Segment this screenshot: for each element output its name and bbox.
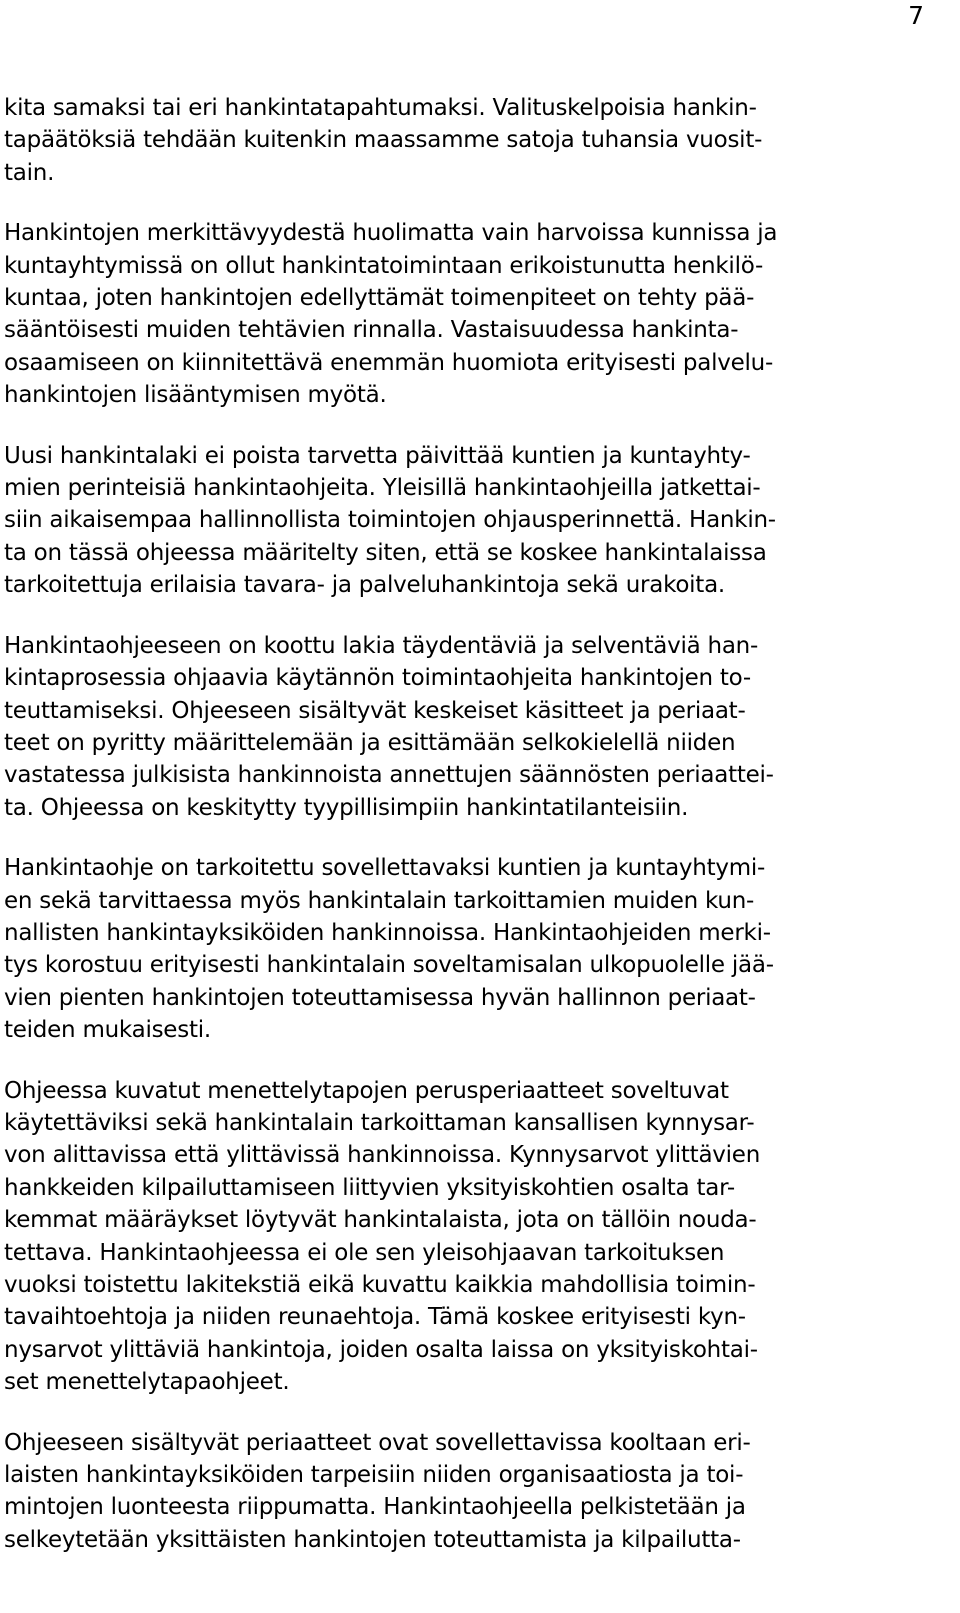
text-line: tettava. Hankintaohjeessa ei ole sen yleisohjaavan tarkoituksen (4, 1239, 725, 1266)
text-line: teiden mukaisesti. (4, 1017, 211, 1044)
text-line: en sekä tarvittaessa myös hankintalain tarkoittamien muiden kun- (4, 887, 755, 914)
text-line: kuntayhtymissä on ollut hankintatoimintaan erikoistunutta henkilö- (4, 252, 764, 279)
paragraph-3 (4, 440, 942, 602)
text-line: osaamiseen on kiinnitettävä enemmän huomiota erityisesti palvelu- (4, 349, 774, 376)
text-line: kemmat määräykset löytyvät hankintalaista, jota on tällöin nouda- (4, 1207, 757, 1234)
paragraph-4 (4, 630, 942, 824)
text-line: Ohjeessa kuvatut menettelytapojen perusperiaatteet soveltuvat (4, 1077, 729, 1104)
text-line: von alittavissa että ylittävissä hankinnoissa. Kynnysarvot ylittävien (4, 1142, 761, 1169)
text-line: set menettelytapaohjeet. (4, 1369, 290, 1396)
text-line: hankintojen lisääntymisen myötä. (4, 382, 387, 409)
text-line: siin aikaisempaa hallinnollista toimintojen ohjausperinnettä. Hankin- (4, 507, 776, 534)
paragraph-7 (4, 1427, 942, 1557)
text-line: teuttamiseksi. Ohjeeseen sisältyvät keskeiset käsitteet ja periaat- (4, 697, 746, 724)
paragraph-6 (4, 1075, 942, 1399)
paragraph-2 (4, 217, 942, 411)
text-line: ta on tässä ohjeessa määritelty siten, että se koskee hankintalaissa (4, 539, 767, 566)
text-line: tarkoitettuja erilaisia tavara- ja palveluhankintoja sekä urakoita. (4, 572, 725, 599)
text-line: selkeytetään yksittäisten hankintojen toteuttamista ja kilpailutta- (4, 1526, 741, 1553)
document-body (4, 92, 942, 1584)
text-line: laisten hankintayksiköiden tarpeisiin niiden organisaatiosta ja toi- (4, 1462, 744, 1489)
page-number: 7 (908, 1, 924, 30)
text-line: kita samaksi tai eri hankintatapahtumaksi. Valituskelpoisia hankin- (4, 95, 757, 121)
text-line: tys korostuu erityisesti hankintalain soveltamisalan ulkopuolelle jää- (4, 952, 774, 979)
text-line: käytettäviksi sekä hankintalain tarkoittaman kansallisen kynnysar- (4, 1109, 755, 1136)
text-line: tapäätöksiä tehdään kuitenkin maassamme satoja tuhansia vuosit- (4, 127, 763, 154)
text-line: vuoksi toistettu lakitekstiä eikä kuvattu kaikkia mahdollisia toimin- (4, 1272, 756, 1298)
text-line: nysarvot ylittäviä hankintoja, joiden osalta laissa on yksityiskohtai- (4, 1336, 758, 1363)
text-line: ta. Ohjeessa on keskitytty tyypillisimpiin hankintatilanteisiin. (4, 794, 689, 821)
text-line: nallisten hankintayksiköiden hankinnoissa. Hankintaohjeiden merki- (4, 919, 771, 946)
text-line: tavaihtoehtoja ja niiden reunaehtoja. Tämä koskee erityisesti kyn- (4, 1304, 746, 1331)
text-line: mien perinteisiä hankintaohjeita. Yleisillä hankintaohjeilla jatkettai- (4, 475, 761, 502)
text-line: vien pienten hankintojen toteuttamisessa hyvän hallinnon periaat- (4, 984, 756, 1011)
text-line: teet on pyritty määrittelemään ja esittämään selkokielellä niiden (4, 729, 736, 756)
text-line: Hankintaohje on tarkoitettu sovellettavaksi kuntien ja kuntayhtymi- (4, 855, 766, 882)
text-line: Uusi hankintalaki ei poista tarvetta päivittää kuntien ja kuntayhty- (4, 442, 751, 469)
text-line: Hankintojen merkittävyydestä huolimatta vain harvoissa kunnissa ja (4, 220, 778, 247)
text-line: Ohjeeseen sisältyvät periaatteet ovat sovellettavissa kooltaan eri- (4, 1429, 751, 1456)
text-line: kintaprosessia ohjaavia käytännön toimintaohjeita hankintojen to- (4, 665, 751, 692)
paragraph-1 (4, 92, 942, 189)
text-line: tain. (4, 159, 55, 186)
text-line: sääntöisesti muiden tehtävien rinnalla. Vastaisuudessa hankinta- (4, 317, 739, 344)
paragraph-5 (4, 852, 942, 1046)
text-line: vastatessa julkisista hankinnoista annettujen säännösten periaattei- (4, 762, 774, 789)
text-line: mintojen luonteesta riippumatta. Hankintaohjeella pelkistetään ja (4, 1494, 746, 1521)
text-line: Hankintaohjeeseen on koottu lakia täydentäviä ja selventäviä han- (4, 632, 759, 659)
text-line: kuntaa, joten hankintojen edellyttämät toimenpiteet on tehty pää- (4, 285, 755, 312)
text-line: hankkeiden kilpailuttamiseen liittyvien yksityiskohtien osalta tar- (4, 1174, 735, 1201)
